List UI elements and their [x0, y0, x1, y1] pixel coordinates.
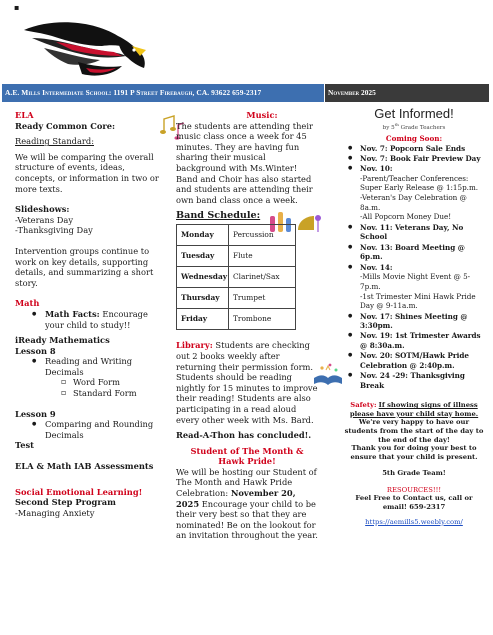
- event-item: ● Nov. 19: 1st Trimester Awards @ 8:30a.m.: [344, 331, 484, 350]
- slideshow-item: -Veterans Day: [15, 214, 74, 225]
- lesson8-heading: Lesson 8: [15, 345, 56, 356]
- intervention-text: Intervention groups continue to work on key details, supporting details, and summarizing a short story.: [15, 245, 154, 288]
- event-item: ● Nov. 7: Book Fair Preview Day: [344, 154, 484, 164]
- resources-heading: RESOURCES!!!: [386, 485, 442, 494]
- event-item: ● Nov. 14: -Mills Movie Night Event @ 5-7p.m. -1st Trimester Mini Hawk Pride Day @ 9-11a.m.: [344, 263, 484, 312]
- event-item: ● Nov. 10: -Parent/Teacher Conferences: Super Early Release @ 1:15p.m. -Veteran's Day Celebration @ 8a.m. -All Popcorn Money Due!: [344, 164, 484, 222]
- lesson9-item: ● Comparing and Rounding Decimals: [15, 419, 160, 440]
- student-month-date: November 20, 2025: [176, 488, 296, 509]
- band-day: Wednesday: [177, 267, 229, 288]
- slideshows-heading: Slideshows:: [15, 204, 70, 215]
- band-instrument: Trumpet: [229, 288, 296, 309]
- table-row: [177, 267, 296, 288]
- band-day: Friday: [177, 309, 229, 330]
- lesson8-sub-item: ▫ Word Form: [15, 377, 160, 388]
- band-schedule-heading: Band Schedule:: [176, 210, 261, 222]
- table-row: [177, 225, 296, 246]
- table-row: [177, 288, 296, 309]
- coming-soon-heading: Coming Soon:: [385, 133, 443, 143]
- event-item: ● Nov. 7: Popcorn Sale Ends: [344, 144, 484, 154]
- team-signature: 5th Grade Team!: [382, 469, 446, 478]
- music-heading: Music:: [246, 110, 278, 120]
- sel-heading: Social Emotional Learning!: [15, 486, 143, 497]
- lesson9-heading: Lesson 9: [15, 408, 56, 419]
- library-heading: Library:: [176, 340, 213, 351]
- math-facts-text: Encourage your child to study!!: [45, 308, 148, 330]
- student-month-text: We will be hosting our Student of The Month and Hawk Pride Celebration:: [176, 466, 317, 499]
- column-music-library: [176, 110, 318, 541]
- anxiety-item: -Managing Anxiety: [15, 507, 95, 518]
- safety-notice: [344, 401, 484, 526]
- band-instrument: Flute: [229, 246, 296, 267]
- website-link[interactable]: https://aemills5.weebly.com/: [365, 517, 463, 526]
- ela-heading: ELA: [15, 110, 34, 120]
- get-informed-title: Get Informed!: [374, 106, 454, 121]
- page-marker: ▪: [14, 3, 20, 12]
- band-day: Thursday: [177, 288, 229, 309]
- iab-heading: ELA & Math IAB Assessments: [15, 461, 154, 472]
- math-heading: Math: [15, 298, 40, 309]
- reading-standard-heading: Reading Standard:: [15, 136, 94, 147]
- math-facts-label: Math Facts:: [45, 308, 100, 319]
- band-instrument: Clarinet/Sax: [229, 267, 296, 288]
- band-schedule-table: [176, 224, 296, 330]
- library-text: Students are checking out 2 books weekly after returning their permission form. Students should be reading nightly for 15 minutes to improve their reading! Students are also participating in a read aloud every other week with Ms. Bard.: [176, 340, 318, 425]
- band-instrument: Trombone: [229, 309, 296, 330]
- slideshow-item: -Thanksgiving Day: [15, 225, 93, 236]
- band-day: Tuesday: [177, 246, 229, 267]
- table-row: [177, 309, 296, 330]
- student-month-paragraph: [176, 467, 318, 541]
- safety-underline: If showing signs of illness please have your child stay home.: [349, 401, 479, 418]
- event-item: ● Nov. 11: Veterans Day, No School: [344, 223, 484, 242]
- music-text: The students are attending their music class once a week for 45 minutes. They are having fun sharing their musical background with Ms.Winter!: [176, 120, 313, 173]
- event-item: ● Nov. 17: Shines Meeting @ 3:30pm.: [344, 312, 484, 331]
- event-item: ● Nov. 24 -29: Thanksgiving Break: [344, 371, 484, 390]
- ready-common-core: Ready Common Core:: [15, 120, 116, 131]
- safety-label: Safety:: [350, 401, 377, 410]
- get-informed-byline: by 5th Grade Teachers: [382, 122, 446, 131]
- event-item: ● Nov. 13: Board Meeting @ 6p.m.: [344, 243, 484, 262]
- band-text: Band and Choir has also started and students are attending their own band class once a week.: [176, 173, 313, 205]
- column-ela-math: [15, 110, 160, 518]
- test-heading: Test: [15, 440, 35, 451]
- reading-standard-text: We will be comparing the overall structure of events, ideas, concepts, or information in two or more texts.: [15, 151, 159, 194]
- school-banner: A.E. Mills Intermediate School: 1191 P Street Firebaugh, CA. 93622 659-2317: [2, 84, 324, 102]
- lesson8-item: ● Reading and Writing Decimals: [15, 356, 160, 377]
- band-day: Monday: [177, 225, 229, 246]
- math-facts-item: [15, 309, 160, 330]
- readathon-text: Read-A-Thon has concluded!.: [176, 430, 312, 441]
- iready-heading: iReady Mathematics: [15, 335, 110, 346]
- student-month-heading: Student of The Month & Hawk Pride!: [190, 445, 304, 467]
- band-instrument: Percussion: [229, 225, 296, 246]
- safety-text: We're very happy to have our students from the start of the day to the end of the day!: [344, 418, 484, 444]
- table-row: [177, 246, 296, 267]
- library-paragraph: [176, 340, 318, 425]
- event-item: ● Nov. 20: SOTM/Hawk Pride Celebration @ 2:40p.m.: [344, 351, 484, 370]
- second-step-heading: Second Step Program: [15, 497, 116, 508]
- hawk-logo-icon: [22, 16, 148, 82]
- lesson8-sub-item: ▫ Standard Form: [15, 388, 160, 399]
- month-banner: November 2025: [325, 84, 489, 102]
- column-get-informed: [344, 106, 484, 526]
- student-month-text: Encourage your child to be their very best so that they are nominated! Be on the lookout for an invitation throughout the year.: [176, 498, 318, 541]
- thanks-text: Thank you for doing your best to ensure that your child is present.: [350, 444, 478, 461]
- contact-text: Feel Free to Contact us, call or email! 659-2317: [355, 494, 473, 512]
